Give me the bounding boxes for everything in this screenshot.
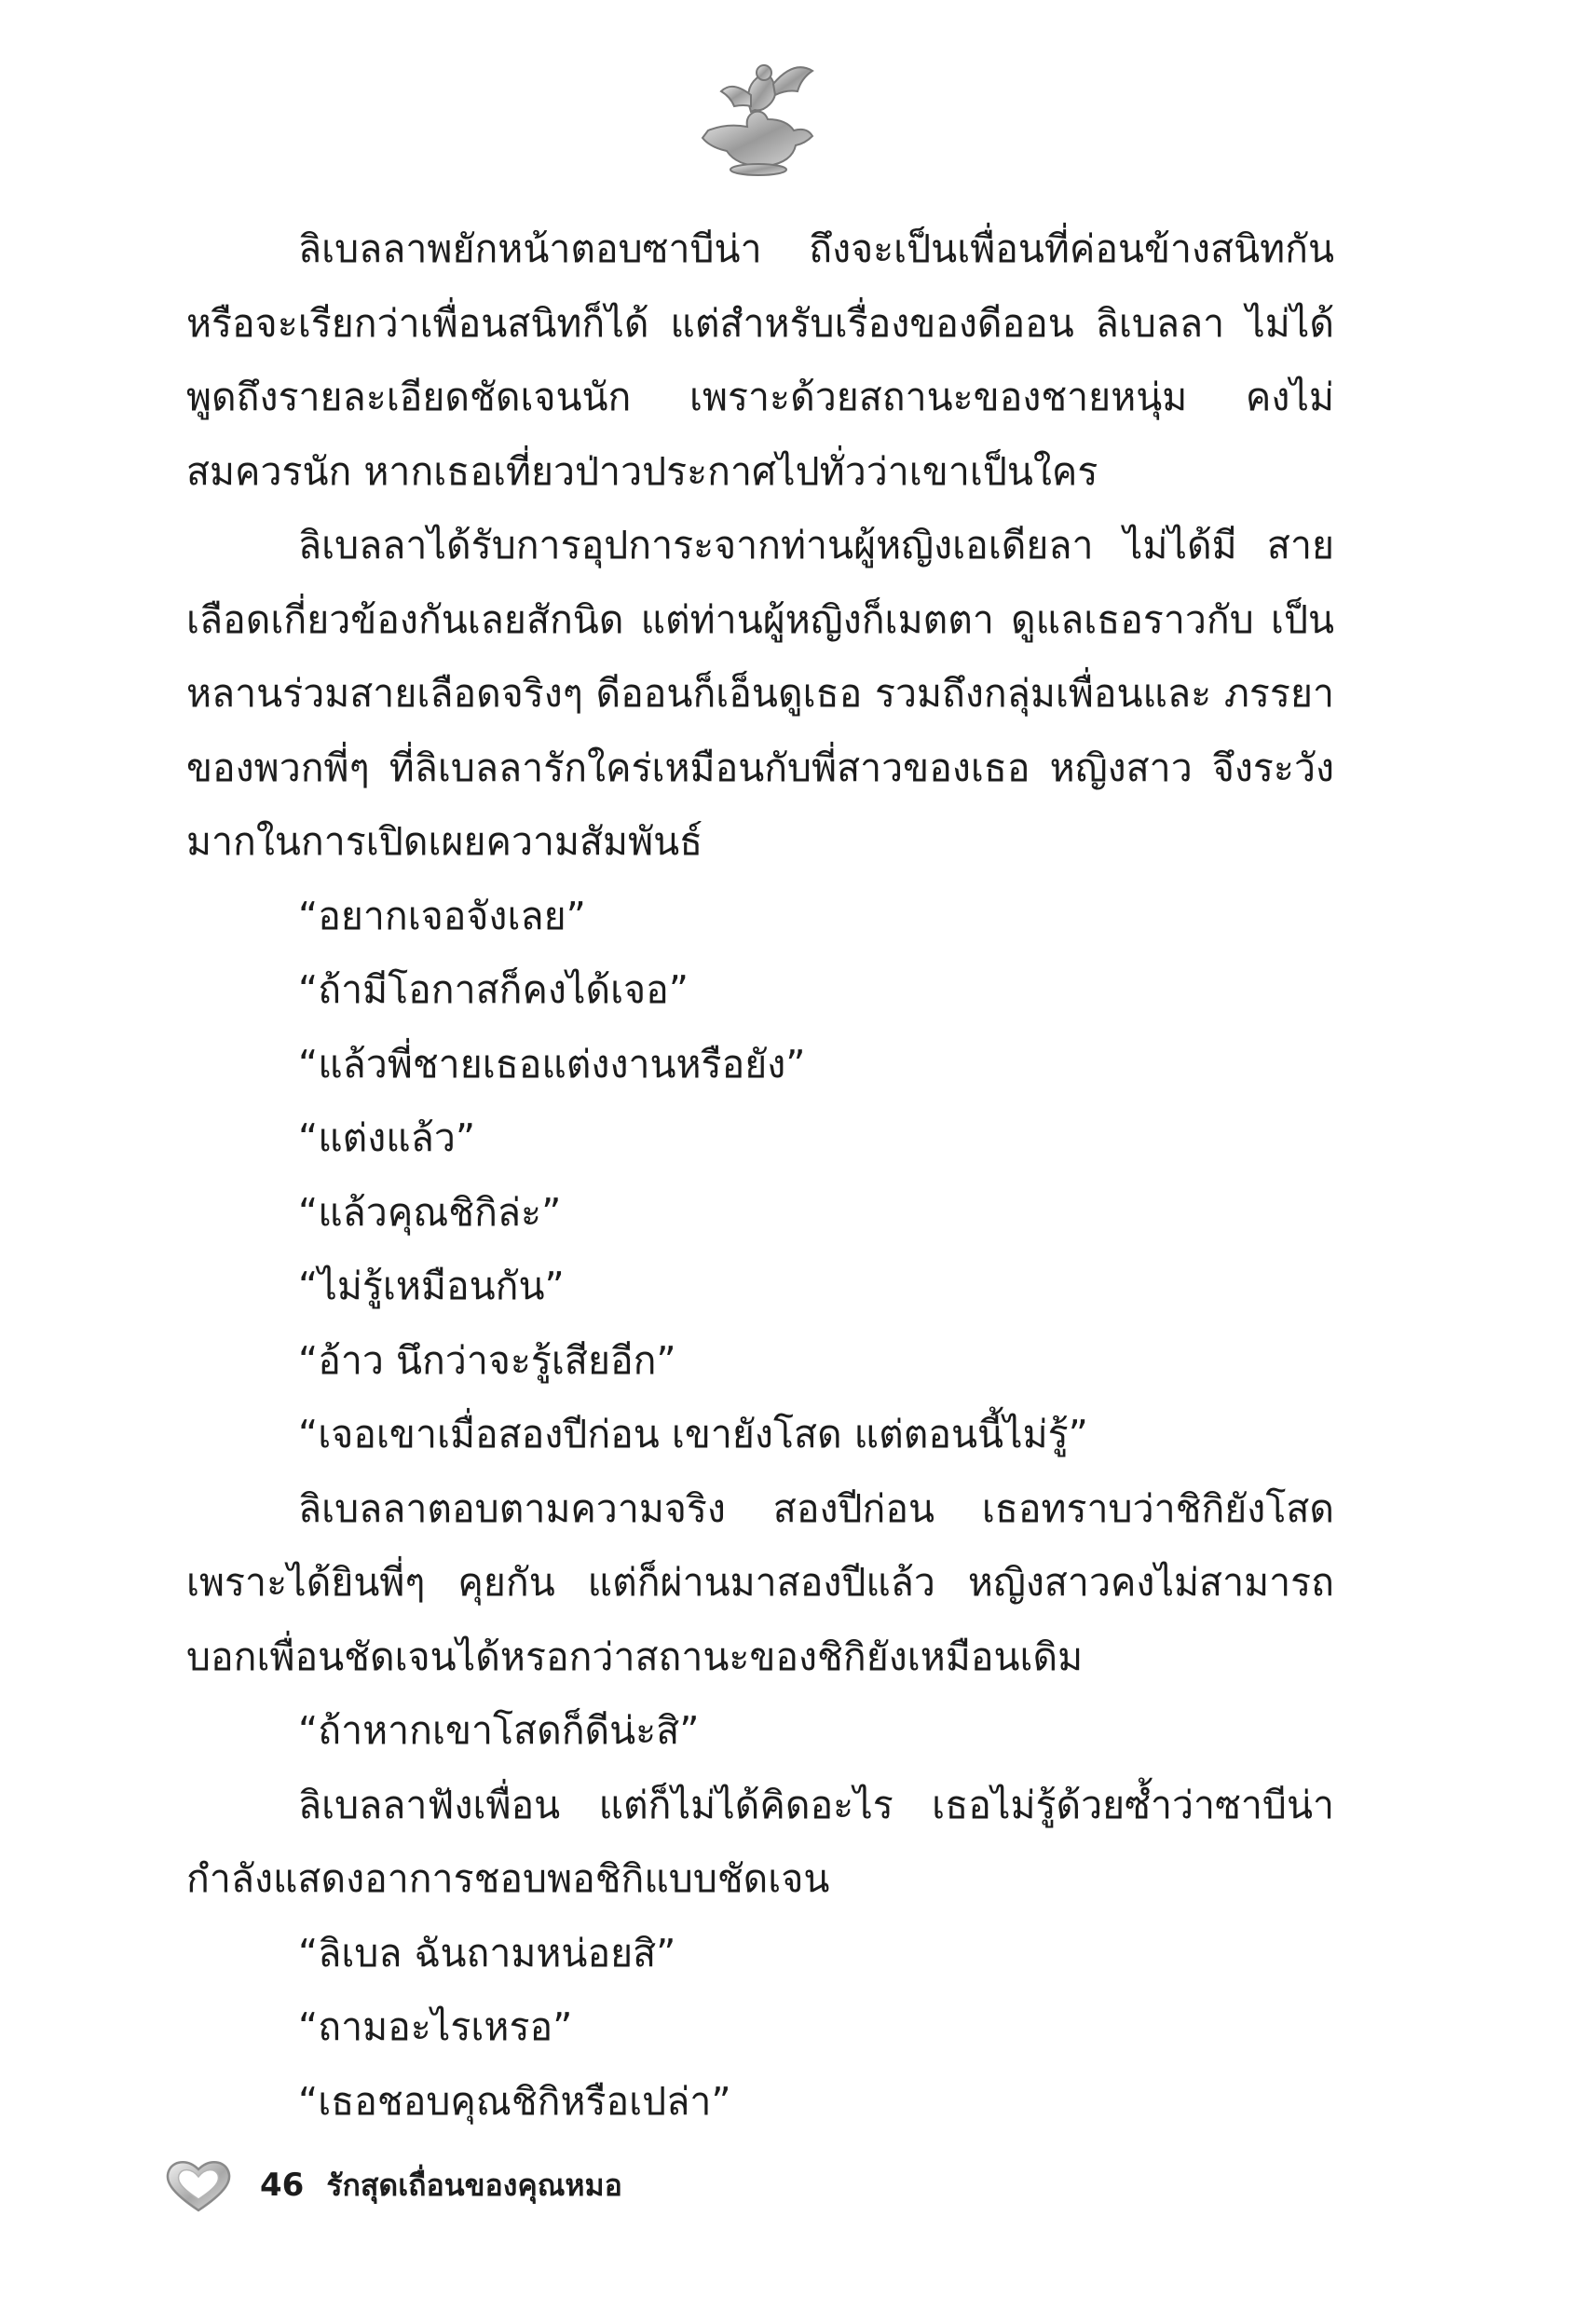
paragraph: ลิเบลลาได้รับการอุปการะจากท่านผู้หญิงเอเดียลา ไม่ได้มี สายเลือดเกี่ยวข้องกันเลยสักนิด แต่ท่านผู้หญิงก็เมตตา ดูแลเธอราวกับ เป็นหลานร่วมสายเลือดจริงๆ ดีออนก็เอ็นดูเธอ รวมถึงกลุ่มเพื่อนและ ภรรยาของพวกพี่ๆ ที่ลิเบลลารักใคร่เหมือนกับพี่สาวของเธอ หญิงสาว จึงระวังมากในการเปิดเผยความสัมพันธ์ (186, 523, 1334, 864)
dialogue-line: “ถ้าหากเขาโสดก็ดีน่ะสิ” (298, 1708, 700, 1753)
body-text (186, 212, 1334, 2139)
dialogue-line: “ถ้ามีโอกาสก็คงได้เจอ” (298, 967, 689, 1012)
paragraph: ลิเบลลาฟังเพื่อน แต่ก็ไม่ได้คิดอะไร เธอไม่รู้ด้วยซ้ำว่าซาบีน่า กำลังแสดงอาการชอบพอชิกิแบบชัดเจน (186, 1782, 1334, 1901)
dialogue-line: “แล้วคุณชิกิล่ะ” (298, 1189, 562, 1235)
dialogue-line: “ถามอะไรเหรอ” (298, 2004, 573, 2049)
dialogue-line: “อยากเจอจังเลย” (298, 893, 586, 938)
cupid-on-teapot-icon (689, 58, 829, 179)
dialogue-line: “ลิเบล ฉันถามหน่อยสิ” (298, 1930, 676, 1976)
dialogue-line: “ไม่รู้เหมือนกัน” (298, 1264, 565, 1308)
paragraph: ลิเบลลาตอบตามความจริง สองปีก่อน เธอทราบว่าชิกิยังโสด เพราะได้ยินพี่ๆ คุยกัน แต่ก็ผ่านมาสองปีแล้ว หญิงสาวคงไม่สามารถ บอกเพื่อนชัดเจนได้หรอกว่าสถานะของชิกิยังเหมือนเดิม (186, 1485, 1334, 1679)
dialogue-line: “แล้วพี่ชายเธอแต่งงานหรือยัง” (298, 1041, 806, 1087)
dialogue-line: “แต่งแล้ว” (298, 1115, 476, 1160)
dialogue-line: “เธอชอบคุณชิกิหรือเปล่า” (298, 2078, 731, 2124)
book-title: รักสุดเถื่อนของคุณหมอ (326, 2167, 622, 2203)
page-number: 46 (260, 2167, 305, 2204)
dialogue-line: “อ้าว นึกว่าจะรู้เสียอีก” (298, 1337, 676, 1383)
page-footer (163, 2153, 622, 2218)
paragraph: ลิเบลลาพยักหน้าตอบซาบีน่า ถึงจะเป็นเพื่อนที่ค่อนข้างสนิทกัน หรือจะเรียกว่าเพื่อนสนิทก็ได้ แต่สำหรับเรื่องของดีออน ลิเบลลา ไม่ได้พูดถึงรายละเอียดชัดเจนนัก เพราะด้วยสถานะของชายหนุ่ม คงไม่สมควรนัก หากเธอเที่ยวป่าวประกาศไปทั่วว่าเขาเป็นใคร (186, 226, 1334, 494)
heart-icon (163, 2156, 234, 2214)
dialogue-line: “เจอเขาเมื่อสองปีก่อน เขายังโสด แต่ตอนนี้ไม่รู้” (298, 1412, 1088, 1456)
